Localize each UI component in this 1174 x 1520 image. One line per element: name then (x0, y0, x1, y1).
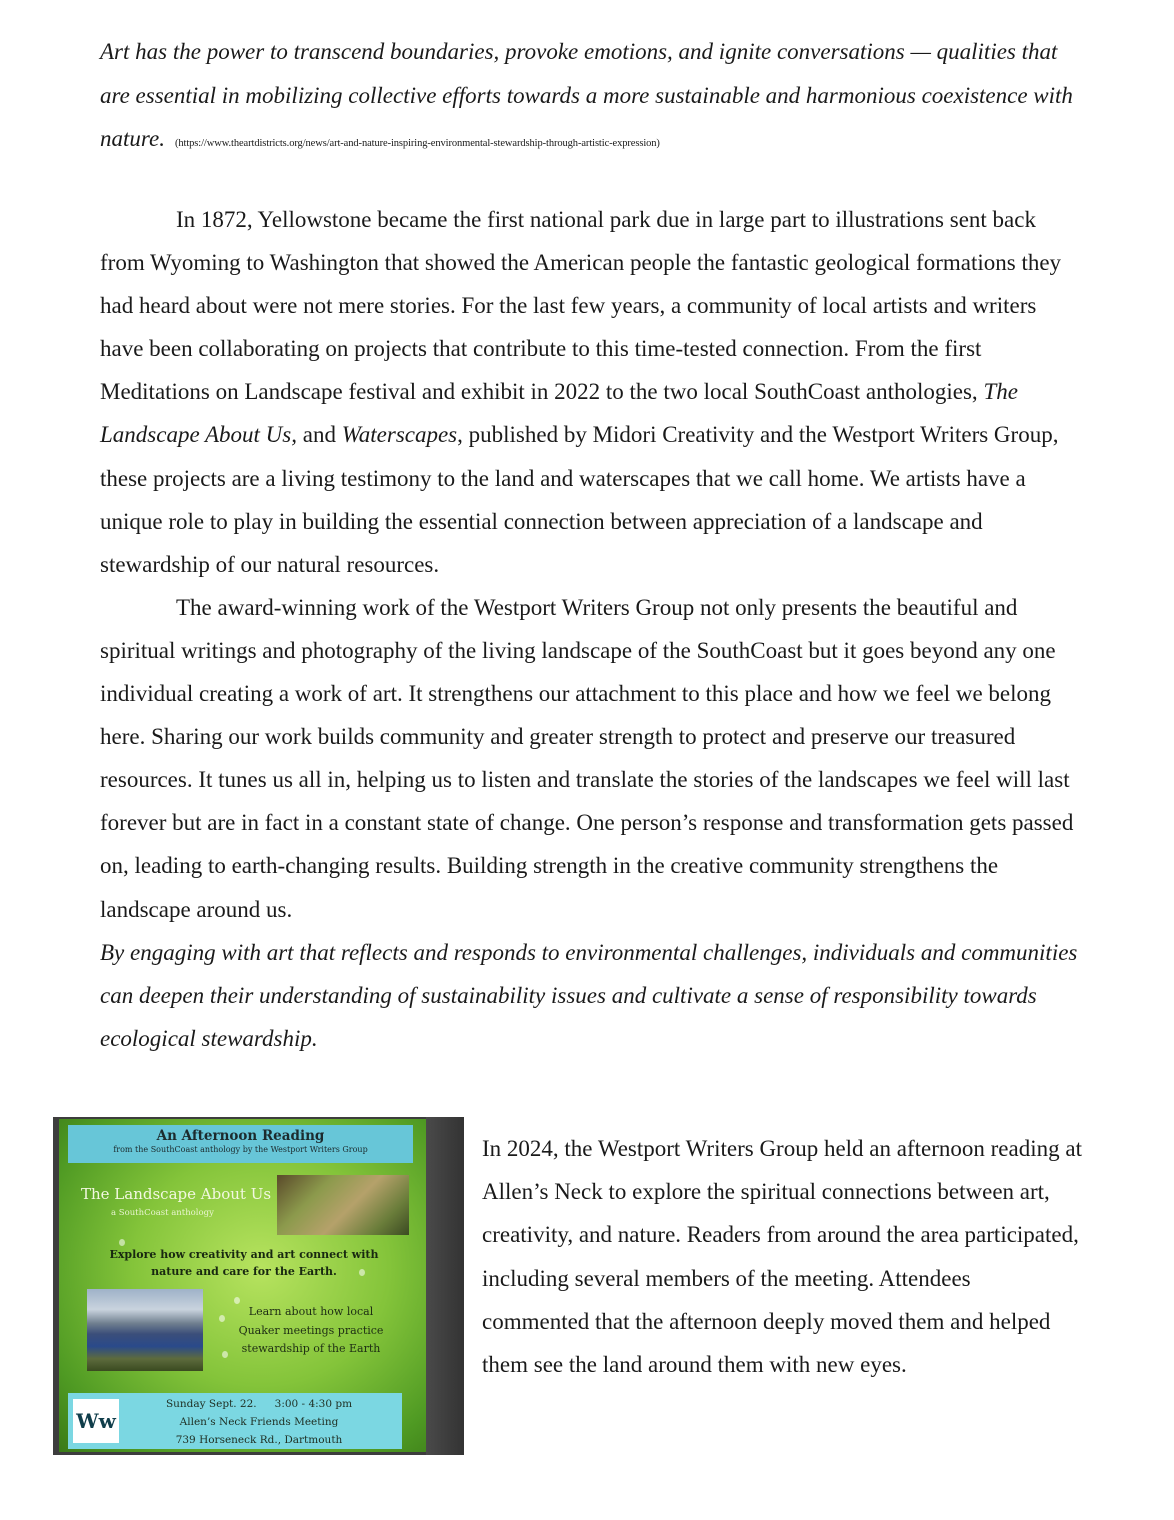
flyer-learn-line: Learn about how local (248, 1305, 374, 1318)
water-drop-decoration (234, 1297, 240, 1304)
water-drop-decoration (359, 1269, 365, 1276)
writers-group-logo: Ww (73, 1399, 119, 1443)
paragraph-text: , published by Midori Creativity and the Westport Writers Group, these projects are a living testimony to the land and waterscapes that we call home. We artists have a unique role to play in building the essential connection between appreciation of a landscape and stewardship of our natural resources. (100, 422, 1059, 577)
paragraph-text: In 1872, Yellowstone became the first national park due in large part to illustrations sent back from Wyoming to Washington that showed the American people the fantastic geological formations they had heard about were not mere stories. For the last few years, a community of local artists and writers have been collaborating on projects that contribute to this time-tested connection. From the first Meditations on Landscape festival and exhibit in 2022 to the two local SouthCoast anthologies, (100, 207, 1062, 405)
water-drop-decoration (222, 1351, 228, 1358)
main-body (100, 198, 1085, 1060)
book-title-waterscapes: Waterscapes (341, 422, 458, 448)
water-drop-decoration (119, 1239, 125, 1246)
flyer-header-subtitle: from the SouthCoast anthology by the Westport Writers Group (113, 1145, 368, 1154)
flyer-header-title: An Afternoon Reading (156, 1128, 325, 1144)
flyer-date: Sunday Sept. 22. (165, 1398, 257, 1410)
flyer-time: 3:00 - 4:30 pm (274, 1398, 353, 1410)
flyer-background (59, 1119, 426, 1452)
flyer-header (68, 1125, 413, 1163)
flyer-explore-text (99, 1246, 389, 1280)
paragraph-yellowstone (100, 198, 1085, 586)
flyer-dark-edge (426, 1117, 464, 1455)
flyer-venue: Allen’s Neck Friends Meeting (179, 1416, 339, 1428)
flyer-event-box (68, 1393, 402, 1449)
paragraph-text: and (297, 422, 342, 448)
lake-mountain-photo (87, 1289, 203, 1371)
event-flyer-image (53, 1117, 464, 1455)
flyer-explore-line: Explore how creativity and art connect with (109, 1248, 379, 1261)
opening-quote-text: Art has the power to transcend boundaries, provoke emotions, and ignite conversations — qualities that are essential in mobilizing collective efforts towards a more sustainable and harmonious coexistence with nature. (100, 39, 1073, 151)
opening-quote (100, 30, 1090, 166)
flyer-learn-text (231, 1303, 391, 1359)
water-drop-decoration (219, 1315, 225, 1322)
paragraph-writers-group: The award-winning work of the Westport Writers Group not only presents the beautiful and spiritual writings and photography of the living landscape of the SouthCoast but it goes beyond any one individual creating a work of art. It strengthens our attachment to this place and how we feel we belong here. Sharing our work builds community and greater strength to protect and preserve our treasured resources. It tunes us all in, helping us to listen and translate the stories of the landscapes we feel will last forever but are in fact in a constant state of change. One person’s response and transformation gets passed on, leading to earth-changing results. Building strength in the creative community strengthens the landscape around us. (100, 594, 1074, 922)
tree-photo (277, 1175, 409, 1235)
flyer-learn-line: Quaker meetings practice (238, 1323, 384, 1337)
flyer-event-details (124, 1395, 394, 1449)
flyer-address: 739 Horseneck Rd., Dartmouth (175, 1434, 343, 1446)
quote-source-citation: (https://www.theartdistricts.org/news/art-and-nature-inspiring-environmental-stewardship-through-artistic-expression) (174, 138, 660, 149)
reading-event-paragraph: In 2024, the Westport Writers Group held an afternoon reading at Allen’s Neck to explore the spiritual connections between art, creativity, and nature. Readers from around the area participated, including several members of the meeting. Attendees commented that the afternoon deeply moved them and helped them see the land around them with new eyes. (482, 1136, 1082, 1378)
closing-quote: By engaging with art that reflects and responds to environmental challenges, individuals and communities can deepen their understanding of sustainability issues and cultivate a sense of responsibility towards ecological stewardship. (100, 939, 1078, 1051)
flyer-learn-line: stewardship of the Earth (241, 1342, 381, 1355)
flyer-explore-line: nature and care for the Earth. (151, 1265, 337, 1278)
flyer-book-subtitle: a SouthCoast anthology (111, 1208, 214, 1218)
flyer-book-title: The Landscape About Us (81, 1185, 272, 1203)
flyer-date-time (124, 1395, 394, 1413)
book-title-landscape: The Landscape About Us, (100, 379, 1018, 448)
